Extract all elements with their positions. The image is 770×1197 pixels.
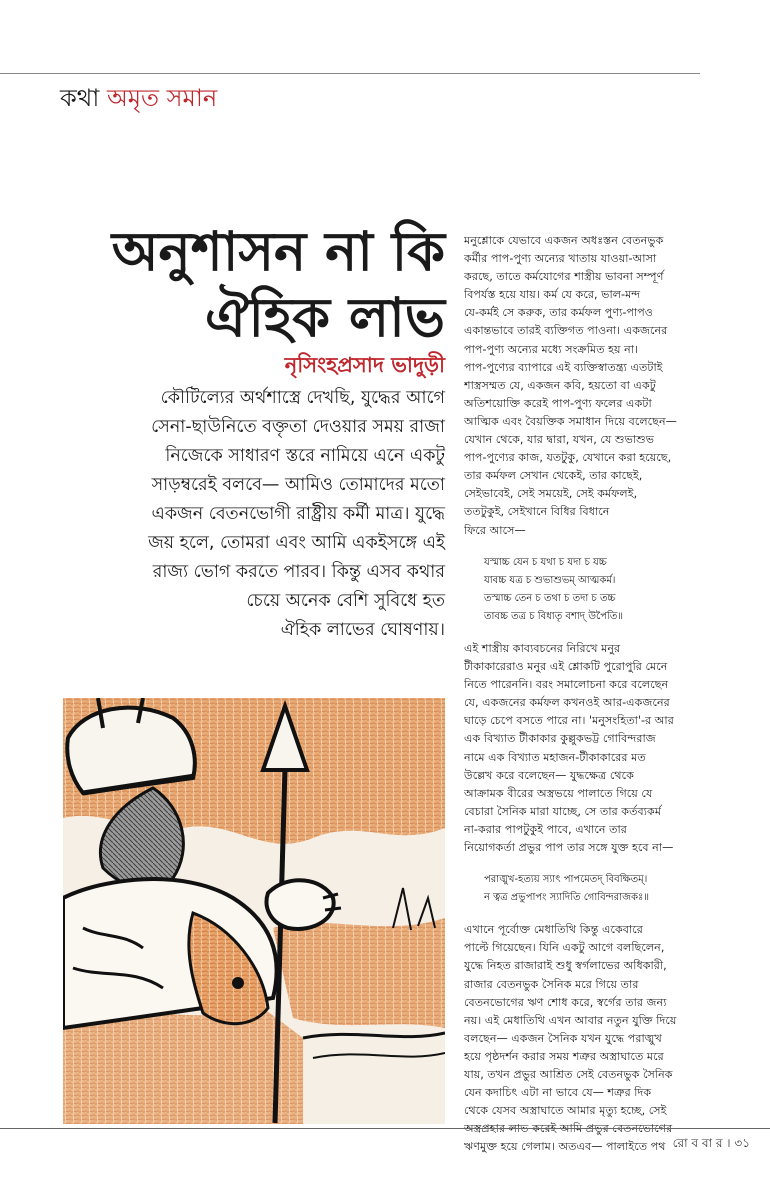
body-line: পাপ-পুণ্যের কাজ, যতটুকু, যেখানে করা হয়েছে, xyxy=(464,451,672,465)
body-line: না-করার পাপটুকুই পাবে, এখানে তার xyxy=(464,822,627,836)
body-line: যায়, তখন প্রভুর আশ্রিত সেই বেতনভুক সৈনিক xyxy=(464,1068,673,1082)
paragraph-gap xyxy=(464,857,754,871)
body-line: যুদ্ধে নিহত রাজারাই শুধু স্বর্গলাভের অধিকারী, xyxy=(464,959,667,973)
body-line: পাপ-পুণ্যের ব্যাপারে এই ব্যক্তিস্বাতন্ত্র্য এতটাই xyxy=(464,360,663,374)
body-line: ততটুকুই, সেইখানে বিধির বিধানে xyxy=(464,505,610,519)
body-line: থেকে যেসব অস্ত্রাঘাতে আমার মৃত্যু হচ্ছে, সেই xyxy=(464,1104,667,1118)
body-line: নিয়োগকর্তা প্রভুর পাপ তার সঙ্গে যুক্ত হবে না— xyxy=(464,841,674,854)
body-line: করছে, তাতে কর্মযোগের শাস্ত্রীয় ভাবনা সম্পূর্ণ xyxy=(464,270,664,284)
body-line: ঋণমুক্ত হয়ে গেলাম। অতএব— পালাইতে পথ xyxy=(464,1140,666,1154)
body-line: বেতনভোগের ঋণ শোধ করে, স্বর্গের তার জন্য xyxy=(464,995,667,1009)
body-line: এই শাস্ত্রীয় কাব্যবচনের নিরিখে মনুর xyxy=(464,641,621,655)
body-line: সেইভাবেই, সেই সময়েই, সেই কর্মফলই, xyxy=(464,487,638,501)
soldier-spear-drawing xyxy=(63,698,445,1124)
body-line: রাজার বেতনভুক সৈনিক মরে গিয়ে তার xyxy=(464,977,639,991)
body-line: বলছেন— একজন সৈনিক যখন যুদ্ধে পরাঙ্মুখ xyxy=(464,1031,662,1045)
body-line: এখানে পূর্বোক্ত মেধাতিথি কিন্তু একেবারে xyxy=(464,923,643,937)
page-footer: রো ব বা র । ৩১ xyxy=(672,1136,750,1150)
intro-line: নিজেকে সাধারণ স্তরে নামিয়ে এনে একটু xyxy=(165,446,445,466)
verse-line: পরাঙ্মুখ-হত্যয় স্যাৎ পাপমেতদ্ বিবক্ষিতম্। xyxy=(484,874,648,886)
intro-line: ঐহিক লাভের ঘোষণায়। xyxy=(280,620,445,640)
body-line: যেখান থেকে, যার দ্বারা, যখন, যে শুভাশুভ xyxy=(464,433,655,447)
body-line: পাল্টে গিয়েছেন। যিনি একটু আগে বলছিলেন, xyxy=(464,941,665,955)
section-header xyxy=(60,80,217,120)
title-line: ঐহিক লাভ xyxy=(205,285,445,349)
body-line: বেচারা সৈনিক মারা যাচ্ছে, সে তার কর্তব্যকর্ম xyxy=(464,804,662,818)
intro-line: রাজ্য ভোগ করতে পারব। কিন্তু এসব কথার xyxy=(152,562,445,582)
body-line: যে, একজনের কর্মফল কখনওই আর-একজনের xyxy=(464,696,670,710)
title-line: অনুশাসন না কি xyxy=(111,219,445,283)
article-title xyxy=(60,218,445,350)
paragraph-gap xyxy=(464,540,754,554)
body-line: ঘাড়ে চেপে বসতে পারে না। 'মনুসংহিতা'-র আর xyxy=(464,714,674,728)
verse-line: যস্মাচ্চ যেন চ যথা চ যদা চ যচ্চ xyxy=(484,556,607,568)
body-line: ফিরে আসে— xyxy=(464,523,526,537)
body-line: হয়ে পৃষ্ঠদর্শন করার সময় শত্রুর অস্ত্রাঘাতে মরে xyxy=(464,1049,664,1063)
body-line: যে-কর্মই সে করুক, তার কর্মফল পুণ্য-পাপও xyxy=(464,306,654,320)
soldier-illustration xyxy=(63,698,445,1124)
body-line: নয়। এই মেধাতিথি এখন আবার নতুন যুক্তি দিয়ে xyxy=(464,1013,677,1027)
body-line: আত্মিক এবং বৈয়ক্তিক সমাধান দিয়ে বলেছেন— xyxy=(464,414,677,428)
body-line: টীকাকারেরাও মনুর এই শ্লোকটি পুরোপুরি মেনে xyxy=(464,660,668,674)
article-body xyxy=(464,232,754,1157)
verse-line: তস্মাচ্চ তেন চ তথা চ তদা চ তচ্চ xyxy=(484,592,616,604)
intro-line: সেনা-ছাউনিতে বক্তৃতা দেওয়ার সময় রাজা xyxy=(151,417,445,437)
body-line: নিতে পারেননি। বরং সমালোচনা করে বলেছেন xyxy=(464,678,669,692)
bottom-rule xyxy=(0,1128,770,1129)
intro-line: একজন বেতনভোগী রাষ্ট্রীয় কর্মী মাত্র। যুদ্ধে xyxy=(151,504,445,524)
intro-line: চেয়ে অনেক বেশি সুবিধে হত xyxy=(246,591,445,611)
author-name: নৃসিংহপ্রসাদ ভাদুড়ী xyxy=(284,353,445,377)
intro-line: সাড়ম্বরেই বলবে— আমিও তোমাদের মতো xyxy=(151,475,445,495)
intro-line: জয় হলে, তোমরা এবং আমি একইসঙ্গে এই xyxy=(148,533,445,553)
body-line: এক বিখ্যাত টীকাকার কুল্লুকভট্ট গোবিন্দরাজ xyxy=(464,732,656,746)
section-header-part2: অমৃত সমান xyxy=(106,84,218,112)
body-line: মনুশ্লোকে যেভাবে একজন অধঃস্তন বেতনভুক xyxy=(464,234,664,247)
body-line: আক্রামক বীরের অস্ত্রভয়ে পালাতে গিয়ে যে xyxy=(464,786,653,800)
paragraph-gap xyxy=(464,626,754,640)
verse-line: যাবচ্চ যত্র চ শুভাশুভম্ আত্মকর্ম। xyxy=(484,574,616,586)
body-line: নামে এক বিখ্যাত মহাজন-টীকাকারের মত xyxy=(464,750,646,764)
body-line: পাপ-পুণ্য অন্যের মধ্যে সংক্রমিত হয় না। xyxy=(464,342,639,356)
body-line: তার কর্মফল সেখান থেকেই, তার কাছেই, xyxy=(464,469,643,483)
verse-line: ন ত্বত্র প্রভুপাপং স্যাদিতি গোবিন্দরাজকঃ॥ xyxy=(484,892,650,904)
intro-line: কৌটিল্যের অর্থশাস্ত্রে দেখছি, যুদ্ধের আগে xyxy=(160,388,445,408)
verse-line: তাবচ্চ তত্র চ বিধাতৃ বশাদ্ উপৈতি॥ xyxy=(484,610,624,622)
section-header-part1: কথা xyxy=(60,84,100,112)
body-line: শাস্ত্রসম্মত যে, একজন কবি, হয়তো বা একটু xyxy=(464,378,656,392)
paragraph-gap xyxy=(464,907,754,921)
body-line: উল্লেখ করে বলেছেন— যুদ্ধক্ষেত্র থেকে xyxy=(464,768,634,782)
body-line: বিপর্যস্ত হয়ে যায়। কর্ম যে করে, ভাল-মন্দ xyxy=(464,288,641,302)
body-line: একান্তভাবে তারই ব্যক্তিগত পাওনা। একজনের xyxy=(464,324,668,338)
body-line: যেন কদাচিৎ এটা না ভাবে যে— শত্রুর দিক xyxy=(464,1086,652,1100)
body-line: কর্মীর পাপ-পুণ্য অন্যের খাতায় যাওয়া-আসা xyxy=(464,252,657,266)
top-rule xyxy=(0,73,700,74)
body-line: অতিশয়োক্তি করেই পাপ-পুণ্য ফলের একটা xyxy=(464,396,652,410)
intro-text xyxy=(60,384,445,645)
